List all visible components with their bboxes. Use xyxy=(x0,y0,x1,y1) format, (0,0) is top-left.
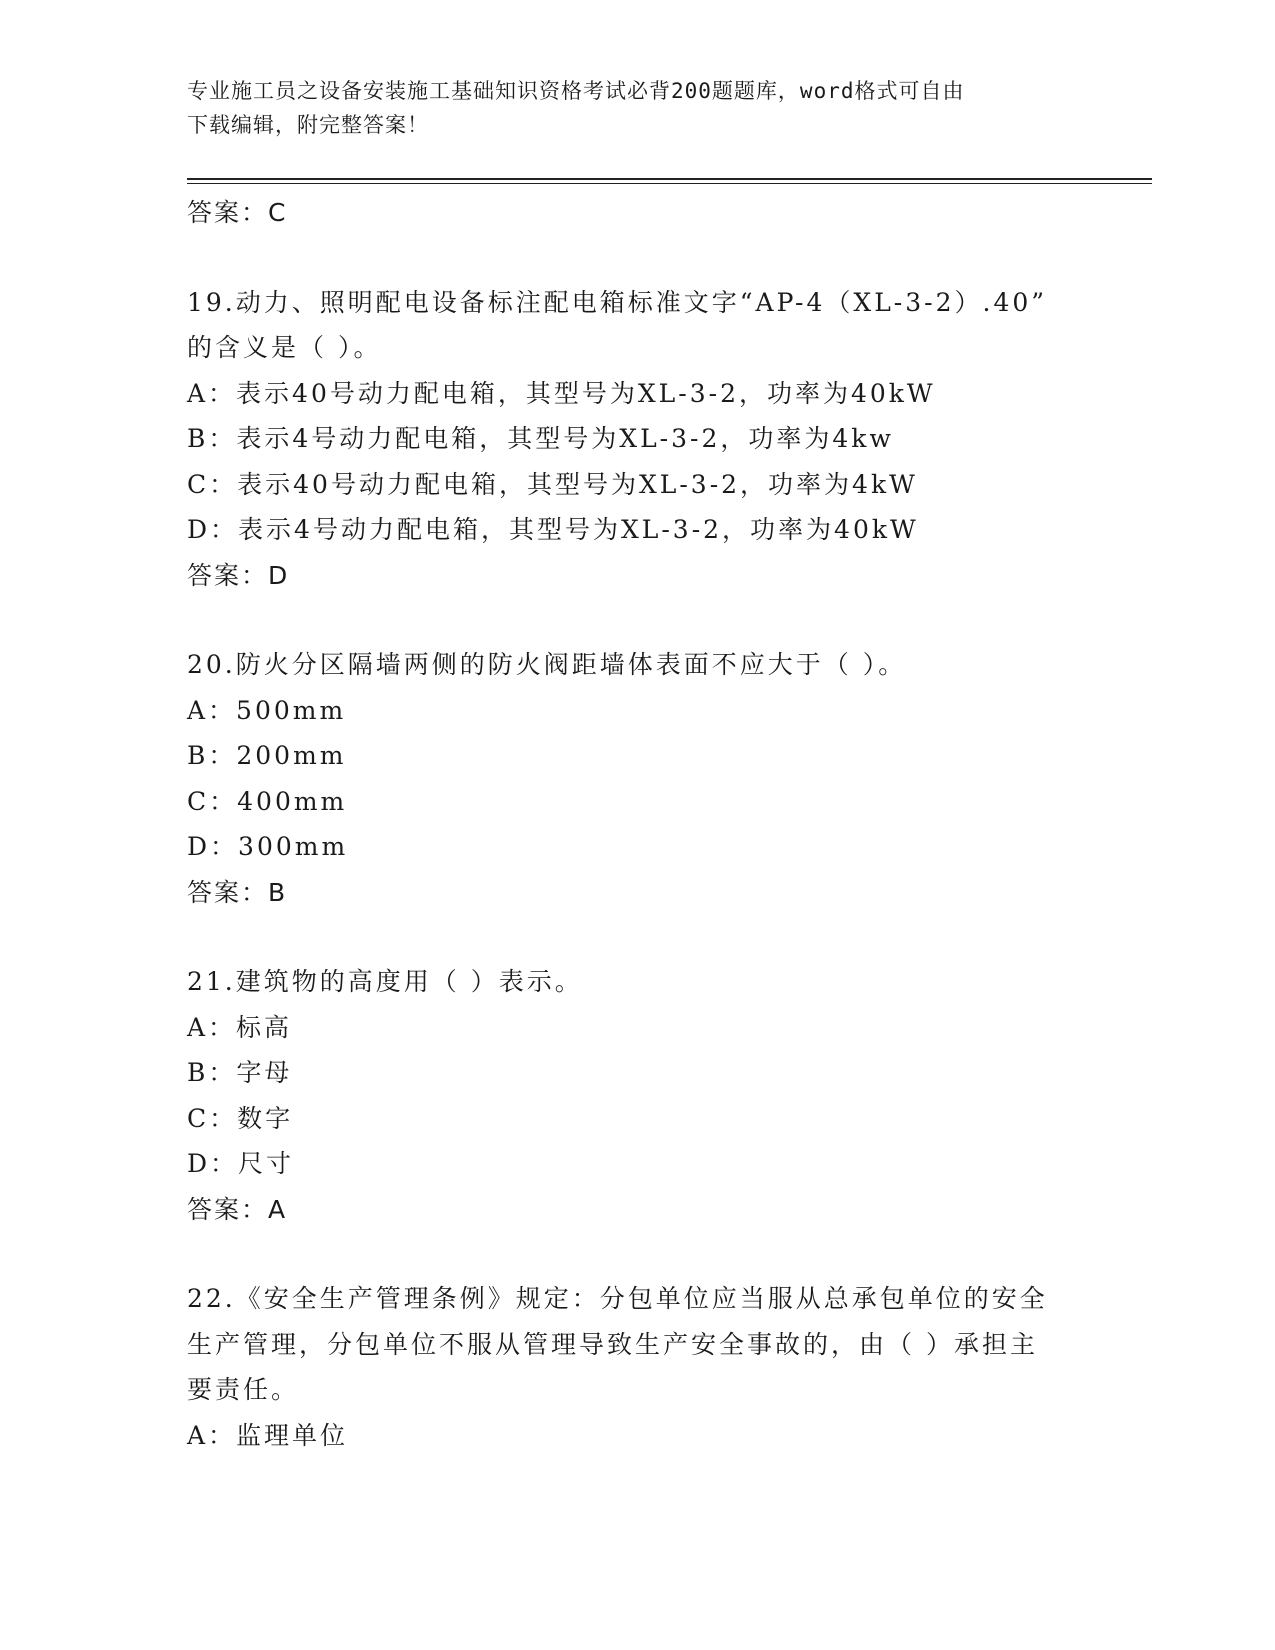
question-text-line: 要责任。 xyxy=(187,1375,300,1404)
option-a: A：500mm xyxy=(187,695,347,725)
question-21 xyxy=(187,959,1087,1232)
header-line-2: 下载编辑，附完整答案！ xyxy=(187,113,429,137)
answer: 答案：A xyxy=(187,1194,288,1224)
question-text-line: 22.《安全生产管理条例》规定：分包单位应当服从总承包单位的安全 xyxy=(187,1284,1048,1313)
previous-answer: 答案：C xyxy=(187,198,288,227)
answer: 答案：D xyxy=(187,560,290,590)
option-b: B：字母 xyxy=(187,1058,293,1087)
header-line-1: 专业施工员之设备安装施工基础知识资格考试必背200题题库，word格式可自由 xyxy=(187,79,965,103)
option-b: B：200mm xyxy=(187,741,347,770)
option-d: D：尺寸 xyxy=(187,1149,295,1178)
question-text-line: 19.动力、照明配电设备标注配电箱标准文字“AP-4（XL-3-2）.40” xyxy=(187,287,1048,317)
option-b: B：表示4号动力配电箱，其型号为XL-3-2，功率为4kw xyxy=(187,424,894,453)
question-text-line: 21.建筑物的高度用（ ）表示。 xyxy=(187,967,583,996)
option-c: C：400mm xyxy=(187,786,348,816)
option-a: A：标高 xyxy=(187,1012,293,1042)
option-c: C：数字 xyxy=(187,1103,294,1133)
option-a: A：表示40号动力配电箱，其型号为XL-3-2，功率为40kW xyxy=(187,378,936,408)
header-rule-thin xyxy=(187,183,1152,184)
option-a: A：监理单位 xyxy=(187,1420,349,1450)
option-d: D：表示4号动力配电箱，其型号为XL-3-2，功率为40kW xyxy=(187,515,919,544)
question-list xyxy=(187,190,1087,1458)
question-19 xyxy=(187,280,1087,599)
question-20 xyxy=(187,642,1087,915)
answer: 答案：B xyxy=(187,877,288,907)
question-text-line: 生产管理，分包单位不服从管理导致生产安全事故的，由（ ）承担主 xyxy=(187,1329,1038,1359)
option-d: D：300mm xyxy=(187,832,349,861)
header-rule-thick xyxy=(187,178,1152,180)
question-22 xyxy=(187,1276,1087,1458)
question-text-line: 的含义是（ ）。 xyxy=(187,333,382,362)
option-c: C：表示40号动力配电箱，其型号为XL-3-2，功率为4kW xyxy=(187,469,918,499)
document-header xyxy=(187,74,1087,142)
question-text-line: 20.防火分区隔墙两侧的防火阀距墙体表面不应大于（ ）。 xyxy=(187,650,907,679)
